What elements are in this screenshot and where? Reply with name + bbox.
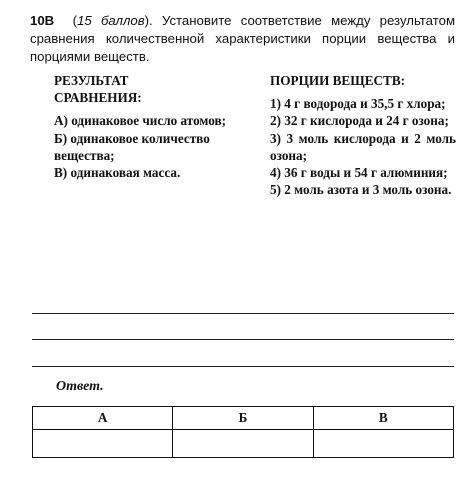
- comparison-result-column: [54, 72, 249, 181]
- answer-table: [32, 406, 454, 458]
- question-number: 10В: [30, 13, 55, 28]
- comparison-option-b: Б) одинаковое количество вещества;: [54, 130, 210, 163]
- points-open-paren: (: [63, 13, 78, 28]
- question-instruction: Установите соответствие между результатом сравнения количественной характеристики порции вещества и порциями веществ.: [30, 13, 456, 64]
- substance-portions-column: [270, 72, 456, 198]
- portion-option-4: 4) 36 г воды и 54 г алюминия;: [270, 165, 448, 181]
- comparison-option-c: В) одинаковая масса.: [54, 165, 181, 181]
- portion-option-3: 3) 3 моль кислорода и 2 моль озона;: [270, 130, 456, 163]
- work-line-3[interactable]: [32, 366, 454, 367]
- comparison-result-title-line1: РЕЗУЛЬТАТ: [54, 73, 129, 88]
- answer-cell-a[interactable]: [33, 430, 173, 458]
- answer-cell-c[interactable]: [313, 430, 453, 458]
- portion-option-5: 5) 2 моль азота и 3 моль озона.: [270, 182, 452, 198]
- question-points: 15 баллов: [77, 13, 145, 28]
- substance-portions-title: ПОРЦИИ ВЕЩЕСТВ:: [270, 73, 406, 88]
- comparison-result-title-line2: СРАВНЕНИЯ:: [54, 90, 142, 106]
- comparison-option-a: А) одинаковое число атомов;: [54, 113, 227, 129]
- answer-cell-b[interactable]: [173, 430, 313, 458]
- portion-option-2: 2) 32 г кислорода и 24 г озона;: [270, 113, 449, 129]
- answer-label: Ответ.: [56, 379, 104, 394]
- answer-header-b: Б: [173, 407, 313, 430]
- answer-value-row: [33, 430, 454, 458]
- answer-header-row: [33, 407, 454, 430]
- answer-header-c: В: [313, 407, 453, 430]
- answer-header-a: А: [33, 407, 173, 430]
- portion-option-1: 1) 4 г водорода и 35,5 г хлора;: [270, 96, 446, 112]
- work-line-2[interactable]: [32, 339, 454, 340]
- work-line-1[interactable]: [32, 313, 454, 314]
- question-header: [30, 12, 455, 66]
- comparison-result-title: [54, 72, 249, 106]
- points-close-paren: ).: [144, 13, 153, 28]
